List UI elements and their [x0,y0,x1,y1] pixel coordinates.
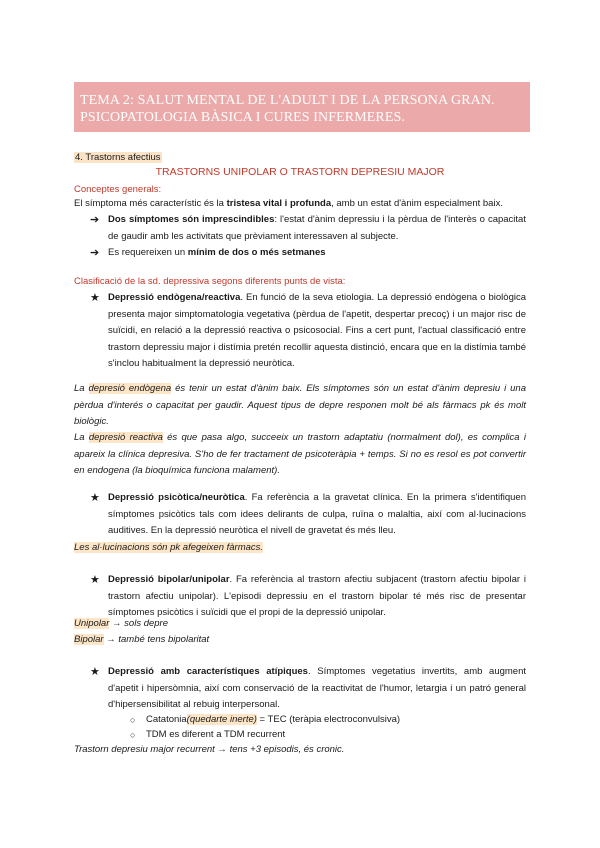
general-intro: El símptoma més característic és la tristesa vital i profunda, amb un estat d'ànim especialment baix. [74,198,503,209]
note-recurrent: Trastorn depresiu major recurrent → tens +3 episodis, és cronic. [74,744,345,755]
star-item-atipiques: ★ Depressió amb característiques atípiques. Símptomes vegetatius invertits, amb augment d'apetit i hipersòmnia, així com conservació de la reactivitat de l'humor, letargia i un patró general d'hipersensibilitat al rebuig interpersonal. [90,666,527,710]
circle-bullet-icon: ○ [130,730,136,740]
sub-item-catatonia: ○ Catatonia(quedarte inerte) = TEC (teràpia electroconvulsiva) [130,712,526,729]
main-title: TRASTORNS UNIPOLAR O TRASTORN DEPRESIU MAJOR [155,166,445,178]
star-item-endogena: ★ Depressió endògena/reactiva. En funció de la seva etiologia. La depressió endògena o biològica presenta major simptomatologia vegetativa (pèrdua de l'apetit, despertar precoç) i un major risc de suïcidi, en relació a la depressió reactiva o psicosocial. Fins a cert punt, l'actual classificació entre trastorn depressiu major i distímia pretén recollir aquesta distinció, encara que en la distímia també s'inclou habitualment la depressió neuròtica. [90,292,526,369]
arrow-right-icon: ➔ [90,247,100,259]
note-reactiva: La depresió reactiva és que pasa algo, succeeix un trastorn adaptatiu (normalment dol), es complica i apareix la clínica depresiva. S'ho de fer tractament de psicoteràpia + temps. Si no es resol es pot convertir en endogena (la bioquímica funciona malament). [74,432,526,476]
sub-item-tdm: ○ TDM es diferent a TDM recurrent [130,727,526,744]
circle-bullet-icon: ○ [130,715,136,725]
section-label [74,152,162,164]
star-item-bipolar: ★ Depressió bipolar/unipolar. Fa referència al trastorn afectiu subjacent (trastorn afectiu bipolar i trastorn afectiu unipolar). L'episodi depressiu en el trastorn bipolar té més risc de presentar símptomes psicòtics i suïcidi que el propi de la depressió unipolar. [90,574,526,618]
note-allucinacions: Les al·lucinacions són pk afegeixen fàrmacs. [74,542,264,553]
topic-title: TEMA 2: SALUT MENTAL DE L'ADULT I DE LA PERSONA GRAN. PSICOPATOLOGIA BÀSICA I CURES INFERMERES. [80,93,495,125]
star-bullet-icon: ★ [90,292,100,304]
note-bipolar: Bipolar → també tens bipolaritat [74,634,210,645]
general-heading: Conceptes generals: [74,184,162,195]
section-label-text: 4. Trastorns afectius [75,152,161,163]
arrow-item-1: ➔ Dos símptomes són imprescindibles: l'estat d'ànim depressiu i la pèrdua de l'interès o capacitat de gaudir amb les activitats que prèviament interessaven al subjecte. [90,214,526,242]
star-bullet-icon: ★ [90,574,100,586]
arrow-item-2: ➔ Es requereixen un mínim de dos o més setmanes [90,245,526,262]
note-endogena: La depresió endògena és tenir un estat d'ànim baix. Els símptomes són un estat d'ànim depresiu i una pèrdua d'interés o capacitat per gaudir. Aquest tipus de depre responen molt bé als fàrmacs pk és molt biològic. [74,383,526,427]
note-unipolar: Unipolar → sols depre [74,618,169,629]
star-bullet-icon: ★ [90,492,100,504]
arrow-right-icon: ➔ [90,214,100,226]
classification-heading: Clasificació de la sd. depressiva segons diferents punts de vista: [74,276,346,287]
star-bullet-icon: ★ [90,666,100,678]
topic-banner [74,82,530,132]
star-item-psicotica: ★ Depressió psicòtica/neuròtica. Fa referència a la gravetat clínica. En la primera s'identifiquen símptomes psicòtics tals com idees delirants de culpa, ruïna o malaltia, així com al·lucinacions auditives. En la depressió neuròtica el nivell de gravetat és més lleu. [90,492,526,536]
